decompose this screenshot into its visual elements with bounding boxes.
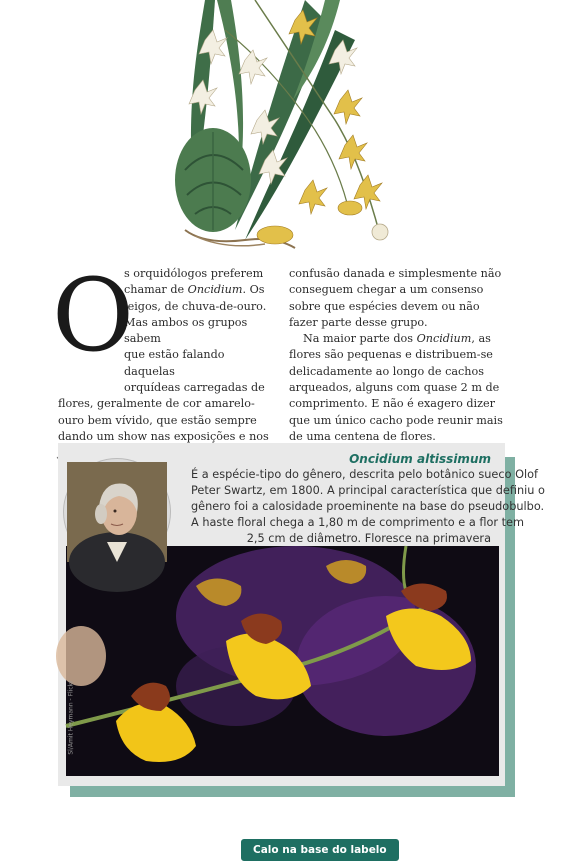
article-paragraph-3: Na maior parte dos Oncidium, as flores são pequenas e distribuem-se delicadamente ao longo de cachos arqueados, alguns com quase 2 m de comprimento. E não é exagero dizer que um único cacho pode reunir mais de uma centena de flores. xyxy=(289,332,503,443)
article-paragraph-1: s orquidólogos preferem chamar de Oncidium. Os leigos, de chuva-de-ouro. Mas ambos os grupos sabem que estão falando daquelas orquídeas carregadas de flores, geralmente de cor amarelo-ouro bem vívido, que estão sempre dando um show nas exposições e nos xyxy=(58,267,269,443)
callout-label: Calo na base do labelo xyxy=(240,838,400,862)
callout-pointer xyxy=(217,808,245,830)
swartz-portrait xyxy=(64,459,170,565)
svg-text:O: O xyxy=(52,257,134,374)
photo-credit: Sl/Amit Heymann - Flickr xyxy=(67,680,75,755)
dropcap xyxy=(52,257,134,374)
article-column-2 xyxy=(289,266,505,445)
species-description: É a espécie-tipo do gênero, descrita pelo botânico sueco Olof Peter Swartz, em 1800. A principal característica que definiu o gênero foi a calosidade proeminente na base do pseudobulbo. A haste floral chega a 1,80 m de comprimento e a flor tem 2,5 cm de diâmetro. Floresce na primavera xyxy=(191,468,545,545)
botanical-illustration xyxy=(165,0,405,250)
species-box xyxy=(58,443,545,856)
article-paragraph-2: confusão danada e simplesmente não conseguem chegar a um consenso sobre que espécies devem ou não fazer parte desse grupo. xyxy=(289,267,502,329)
species-title: Oncidium altissimum xyxy=(349,452,491,466)
